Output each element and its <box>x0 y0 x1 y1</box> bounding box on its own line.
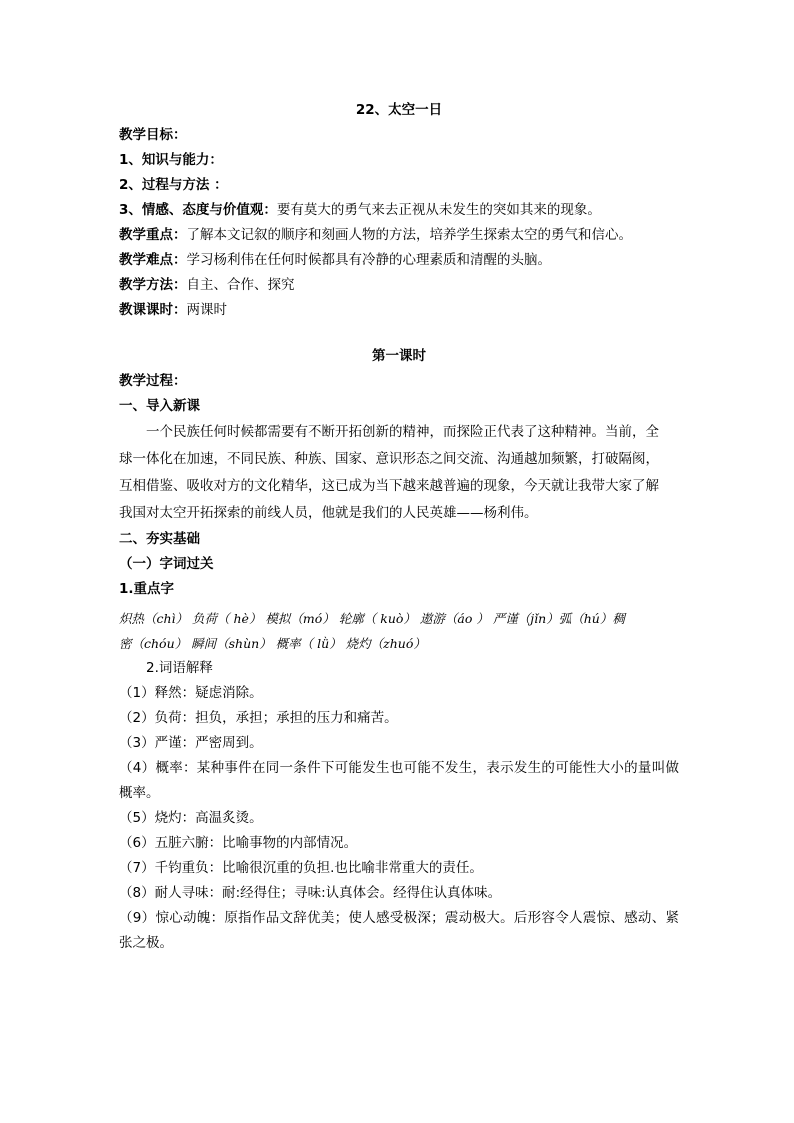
goals-heading: 教学目标： <box>119 127 187 143</box>
class-hours-text: 两课时 <box>186 302 227 318</box>
key-points-text: 了解本文记叙的顺序和刻画人物的方法，培养学生探索太空的勇气和信心。 <box>186 227 632 243</box>
key-chars-heading: 1.重点字 <box>119 581 175 597</box>
key-points-label: 教学重点： <box>119 227 187 243</box>
key-chars-line: 密（chóu） 瞬间（shùn） 概率（ lǜ） 烧灼（zhuó） <box>119 636 426 651</box>
goal-emotion-label: 3、情感、态度与价值观： <box>119 202 277 218</box>
vocab-item: （1）释然：疑虑消除。 <box>119 685 263 701</box>
document-title: 22、太空一日 <box>355 102 443 118</box>
class-hours <box>119 298 679 323</box>
key-chars-line: 炽热（chì） 负荷（ hè） 模拟（mó） 轮廓（ kuò） 遨游（áo ） 严谨（jǐn）弧（hú）稠 <box>119 611 625 626</box>
intro-paragraph <box>119 419 679 527</box>
key-points <box>119 223 679 248</box>
difficult-points-label: 教学难点： <box>119 252 187 268</box>
intro-line: 球一体化在加速，不同民族、种族、国家、意识形态之间交流、沟通越加频繁，打破隔阂， <box>119 451 659 467</box>
vocab-item: （9）惊心动魄：原指作品文辞优美；使人感受极深；震动极大。后形容令人震惊、感动、紧张之极。 <box>119 910 679 951</box>
section-basics-heading: 二、夯实基础 <box>119 531 200 547</box>
teaching-method-label: 教学方法： <box>119 277 187 293</box>
key-chars-list <box>119 606 679 656</box>
class-hours-label: 教课课时： <box>119 302 187 318</box>
lesson-title: 第一课时 <box>372 348 426 364</box>
goal-emotion <box>119 198 679 223</box>
teaching-method-text: 自主、合作、探究 <box>186 277 295 293</box>
vocab-item: （2）负荷：担负，承担；承担的压力和痛苦。 <box>119 710 398 726</box>
teaching-method <box>119 273 679 298</box>
vocab-item: （7）千钧重负：比喻很沉重的负担.也比喻非常重大的责任。 <box>119 860 483 876</box>
vocab-item: （3）严谨：严密周到。 <box>119 735 263 751</box>
section-intro-heading: 一、导入新课 <box>119 398 200 414</box>
subsection-words-heading: （一）字词过关 <box>119 556 214 572</box>
vocab-item: （6）五脏六腑：比喻事物的内部情况。 <box>119 835 358 851</box>
vocab-heading: 2.词语解释 <box>146 660 213 676</box>
goal-knowledge: 1、知识与能力： <box>119 152 223 168</box>
goal-process: 2、过程与方法 ： <box>119 177 228 193</box>
intro-line: 我国对太空开拓探索的前线人员，他就是我们的人民英雄——杨利伟。 <box>119 505 538 521</box>
vocab-item: （8）耐人寻味：耐:经得住；寻味:认真体会。经得住认真体味。 <box>119 885 502 901</box>
vocab-item: （4）概率：某种事件在同一条件下可能发生也可能不发生，表示发生的可能性大小的量叫做概率。 <box>119 760 679 801</box>
goal-emotion-text: 要有莫大的勇气来去正视从未发生的突如其来的现象。 <box>276 202 601 218</box>
document-body <box>119 98 679 956</box>
process-heading: 教学过程： <box>119 373 187 389</box>
difficult-points-text: 学习杨利伟在任何时候都具有冷静的心理素质和清醒的头脑。 <box>186 252 551 268</box>
intro-line: 互相借鉴、吸收对方的文化精华，这已成为当下越来越普遍的现象，今天就让我带大家了解 <box>119 478 659 494</box>
difficult-points <box>119 248 679 273</box>
vocab-item: （5）烧灼：高温炙烫。 <box>119 810 263 826</box>
intro-line: 一个民族任何时候都需要有不断开拓创新的精神，而探险正代表了这种精神。当前，全 <box>146 424 659 440</box>
